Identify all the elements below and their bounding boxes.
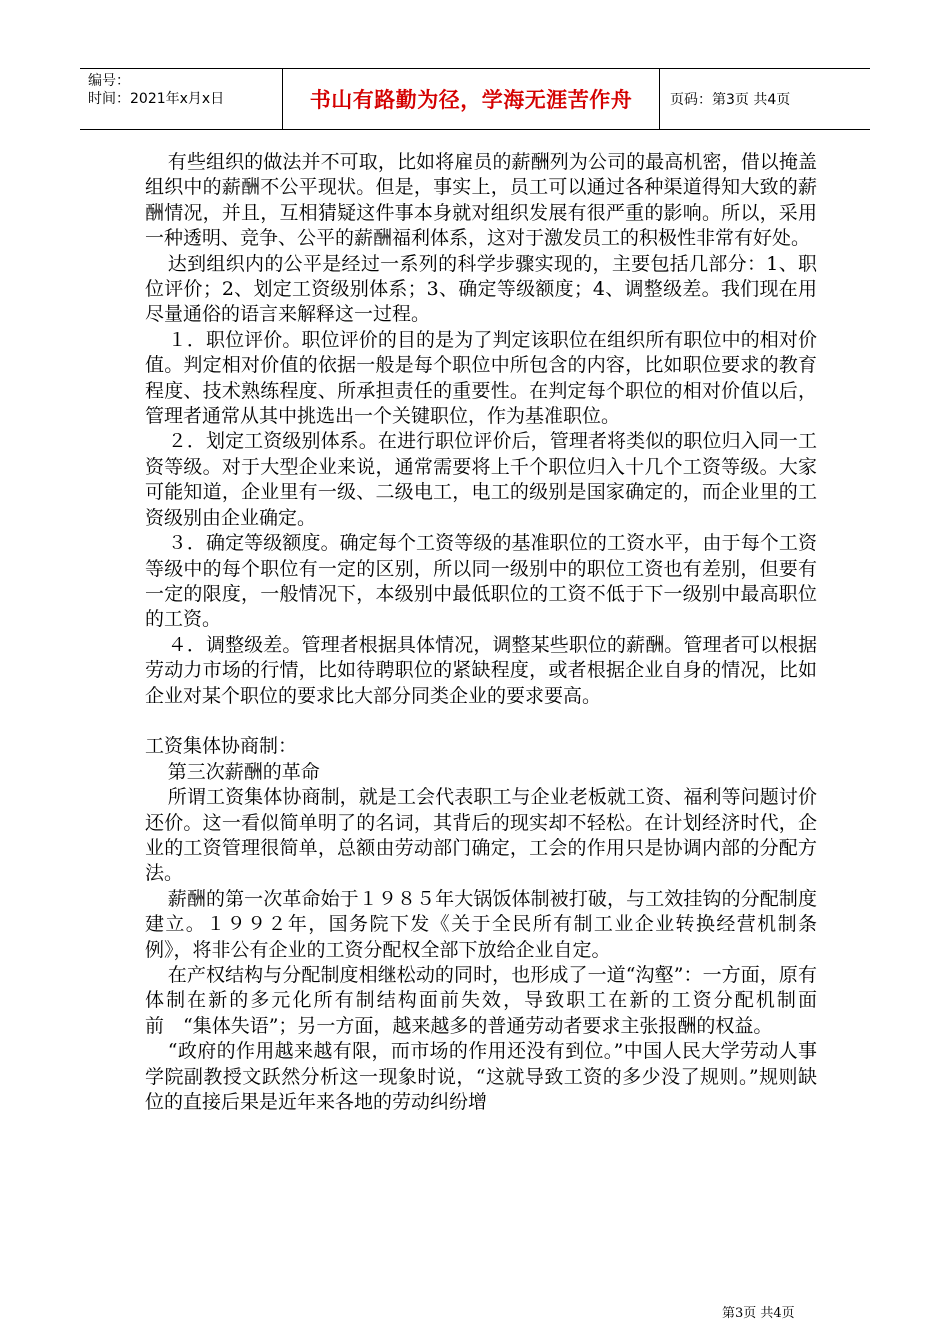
paragraph: １．职位评价。职位评价的目的是为了判定该职位在组织所有职位中的相对价值。判定相对价值的依据一般是每个职位中所包含的内容，比如职位要求的教育程度、技术熟练程度、所承担责任的重要性。在判定每个职位的相对价值以后，管理者通常从其中挑选出一个关键职位，作为基准职位。 xyxy=(145,328,817,428)
header-page-code: 页码：第3页 共4页 xyxy=(670,92,791,108)
header-left-cell xyxy=(80,69,283,129)
header-motto: 书山有路勤为径，学海无涯苦作舟 xyxy=(309,88,633,112)
paragraph: 达到组织内的公平是经过一系列的科学步骤实现的，主要包括几部分：1、职位评价；2、划定工资级别体系；3、确定等级额度；4、调整级差。我们现在用尽量通俗的语言来解释这一过程。 xyxy=(145,252,817,326)
document-body xyxy=(145,150,817,1115)
document-number-label: 编号： xyxy=(88,73,130,89)
paragraph: ４．调整级差。管理者根据具体情况，调整某些职位的薪酬。管理者可以根据劳动力市场的行情，比如待聘职位的紧缺程度，或者根据企业自身的情况，比如企业对某个职位的要求比大部分同类企业的要求要高。 xyxy=(145,633,817,707)
page-header xyxy=(80,68,870,130)
header-middle-cell xyxy=(283,69,660,129)
paragraph: 在产权结构与分配制度相继松动的同时，也形成了一道“沟壑”：一方面，原有体制在新的多元化所有制结构面前失效，导致职工在新的工资分配机制面前 “集体失语”；另一方面，越来越多的普通劳动者要求主张报酬的权益。 xyxy=(145,963,817,1037)
page-footer xyxy=(722,1302,795,1321)
document-date: 时间：2021年x月x日 xyxy=(88,91,225,107)
footer-page-number: 第3页 共4页 xyxy=(722,1306,795,1321)
paragraph: 薪酬的第一次革命始于１９８５年大锅饭体制被打破，与工效挂钩的分配制度建立。１９９２年，国务院下发《关于全民所有制工业企业转换经营机制条例》，将非公有企业的工资分配权全部下放给企业自定。 xyxy=(145,887,817,961)
section-subtitle: 第三次薪酬的革命 xyxy=(167,760,320,783)
paragraph: 所谓工资集体协商制，就是工会代表职工与企业老板就工资、福利等问题讨价还价。这一看似简单明了的名词，其背后的现实却不轻松。在计划经济时代，企业的工资管理很简单，总额由劳动部门确定，工会的作用只是协调内部的分配方法。 xyxy=(145,786,817,885)
paragraph: ２．划定工资级别体系。在进行职位评价后，管理者将类似的职位归入同一工资等级。对于大型企业来说，通常需要将上千个职位归入十几个工资等级。大家可能知道，企业里有一级、二级电工，电工的级别是国家确定的，而企业里的工资级别由企业确定。 xyxy=(145,430,817,529)
section-title: 工资集体协商制： xyxy=(145,735,298,758)
paragraph: 有些组织的做法并不可取，比如将雇员的薪酬列为公司的最高机密，借以掩盖组织中的薪酬不公平现状。但是，事实上，员工可以通过各种渠道得知大致的薪酬情况，并且，互相猜疑这件事本身就对组织发展有很严重的影响。所以，采用一种透明、竞争、公平的薪酬福利体系，这对于激发员工的积极性非常有好处。 xyxy=(145,151,817,250)
header-right-cell xyxy=(660,69,870,129)
paragraph: ３．确定等级额度。确定每个工资等级的基准职位的工资水平，由于每个工资等级中的每个职位有一定的区别，所以同一级别中的职位工资也有差别，但要有一定的限度，一般情况下，本级别中最低职位的工资不低于下一级别中最高职位的工资。 xyxy=(145,532,817,631)
paragraph: “政府的作用越来越有限，而市场的作用还没有到位。”中国人民大学劳动人事学院副教授文跃然分析这一现象时说，“这就导致工资的多少没了规则。”规则缺位的直接后果是近年来各地的劳动纠纷增 xyxy=(145,1040,817,1114)
